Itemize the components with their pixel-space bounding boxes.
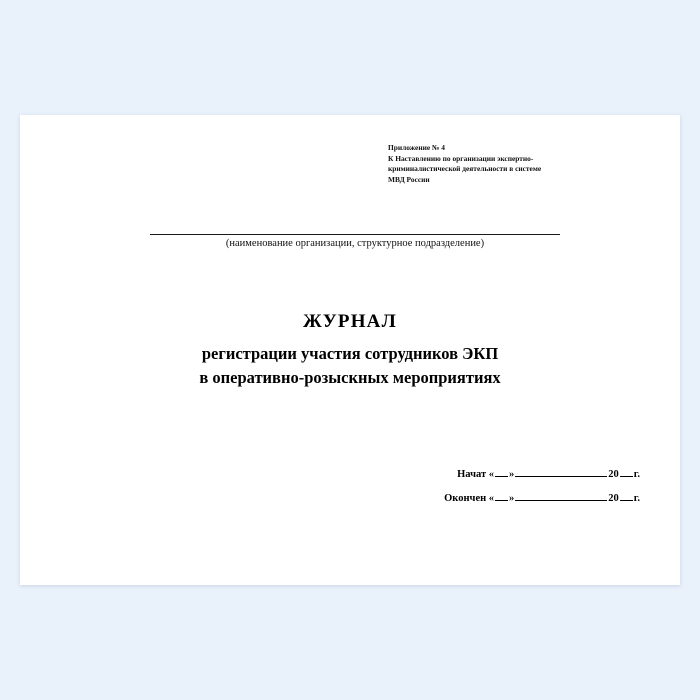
started-year: 20 bbox=[608, 469, 619, 480]
finished-month-blank bbox=[515, 491, 607, 501]
started-row bbox=[310, 467, 640, 480]
document-page bbox=[20, 115, 680, 585]
title-subtitle-line-2: в оперативно-розыскных мероприятиях bbox=[199, 367, 501, 387]
finished-mid: » bbox=[509, 493, 515, 504]
organization-caption: (наименование организации, структурное подразделение) bbox=[225, 238, 485, 249]
started-day-blank bbox=[495, 467, 508, 477]
started-year-blank bbox=[620, 467, 633, 477]
started-mid: » bbox=[509, 469, 515, 480]
page-title: ЖУРНАЛ bbox=[303, 311, 397, 332]
appendix-reference-block bbox=[388, 143, 658, 185]
appendix-line-3: криминалистической деятельности в системе bbox=[388, 164, 542, 174]
started-suffix: г. bbox=[633, 469, 640, 480]
appendix-line-4: МВД России bbox=[388, 174, 430, 184]
finished-year: 20 bbox=[608, 493, 619, 504]
finished-year-blank bbox=[620, 491, 633, 501]
appendix-line-2: К Наставлению по организации экспертно- bbox=[388, 153, 534, 163]
footer-block bbox=[310, 467, 640, 515]
finished-suffix: г. bbox=[633, 493, 640, 504]
title-subtitle bbox=[20, 342, 680, 390]
finished-label: Окончен « bbox=[444, 493, 495, 504]
started-label: Начат « bbox=[457, 469, 495, 480]
organization-rule bbox=[150, 233, 560, 235]
title-subtitle-line-1: регистрации участия сотрудников ЭКП bbox=[201, 344, 499, 363]
finished-row bbox=[310, 491, 640, 504]
appendix-line-1: Приложение № 4 bbox=[388, 143, 445, 152]
organization-field bbox=[150, 233, 560, 249]
title-block bbox=[20, 311, 680, 390]
finished-day-blank bbox=[495, 491, 508, 501]
started-month-blank bbox=[515, 467, 607, 477]
